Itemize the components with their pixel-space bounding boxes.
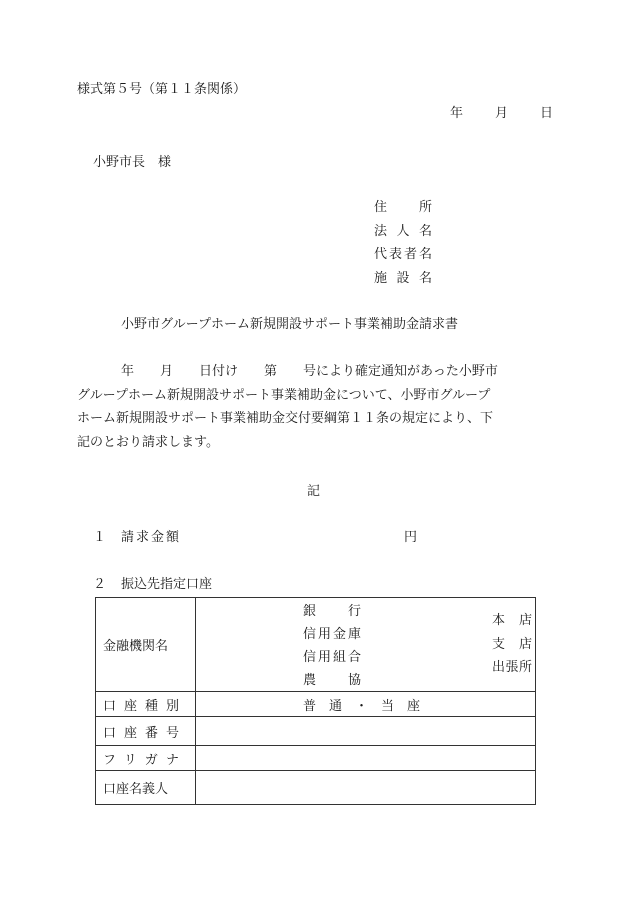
furigana-value[interactable] bbox=[196, 746, 536, 771]
bank-type-ginko: 銀 行 bbox=[303, 604, 361, 619]
account-number-value[interactable] bbox=[196, 717, 536, 746]
account-type-options[interactable]: 普 通 ・ 当 座 bbox=[196, 692, 536, 717]
branch-type-shiten: 支 店 bbox=[492, 637, 532, 652]
bank-value-cell[interactable] bbox=[196, 598, 536, 692]
ki-heading: 記 bbox=[307, 484, 321, 499]
furigana-label: フリガナ bbox=[96, 746, 196, 771]
branch-type-shucchojo: 出張所 bbox=[492, 660, 532, 675]
account-holder-label: 口座名義人 bbox=[96, 771, 196, 805]
date-year: 年 bbox=[450, 106, 464, 121]
applicant-field-address: 住 所 bbox=[374, 200, 432, 215]
account-number-label: 口座番号 bbox=[96, 717, 196, 746]
form-number: 様式第５号（第１１条関係） bbox=[77, 82, 247, 97]
item2-label: 振込先指定口座 bbox=[121, 577, 213, 592]
body-line: 記のとおり請求します。 bbox=[77, 434, 219, 450]
bank-label: 金融機関名 bbox=[96, 598, 196, 692]
bank-type-shinkin: 信用金庫 bbox=[303, 627, 361, 642]
date-day: 日 bbox=[540, 106, 554, 121]
row-furigana bbox=[96, 746, 536, 771]
body-line: ホーム新規開設サポート事業補助金交付要綱第１１条の規定により、下 bbox=[77, 411, 494, 426]
item1-number: １ bbox=[93, 530, 107, 545]
applicant-field-facility: 施設名 bbox=[374, 271, 432, 286]
date-month: 月 bbox=[495, 106, 509, 121]
bank-type-shinkumi: 信用組合 bbox=[303, 650, 361, 665]
item2-number: ２ bbox=[93, 577, 107, 592]
applicant-field-corporation: 法人名 bbox=[374, 224, 432, 239]
account-table bbox=[95, 597, 536, 805]
document-title: 小野市グループホーム新規開設サポート事業補助金請求書 bbox=[121, 317, 458, 332]
item1-label: 請求金額 bbox=[121, 530, 179, 545]
item1-unit: 円 bbox=[404, 530, 418, 545]
branch-type-honten: 本 店 bbox=[492, 613, 532, 628]
row-bank bbox=[96, 598, 536, 692]
row-account-number bbox=[96, 717, 536, 746]
body-paragraph bbox=[77, 360, 554, 454]
body-line: 年 月 日付け 第 号により確定通知があった小野市 bbox=[121, 364, 498, 379]
row-account-holder bbox=[96, 771, 536, 805]
account-type-label: 口座種別 bbox=[96, 692, 196, 717]
addressee: 小野市長 様 bbox=[93, 155, 172, 170]
applicant-field-representative: 代表者名 bbox=[374, 247, 432, 262]
row-account-type bbox=[96, 692, 536, 717]
body-line: グループホーム新規開設サポート事業補助金について、小野市グループ bbox=[77, 387, 491, 403]
bank-type-nokyo: 農 協 bbox=[303, 673, 361, 688]
account-holder-value[interactable] bbox=[196, 771, 536, 805]
